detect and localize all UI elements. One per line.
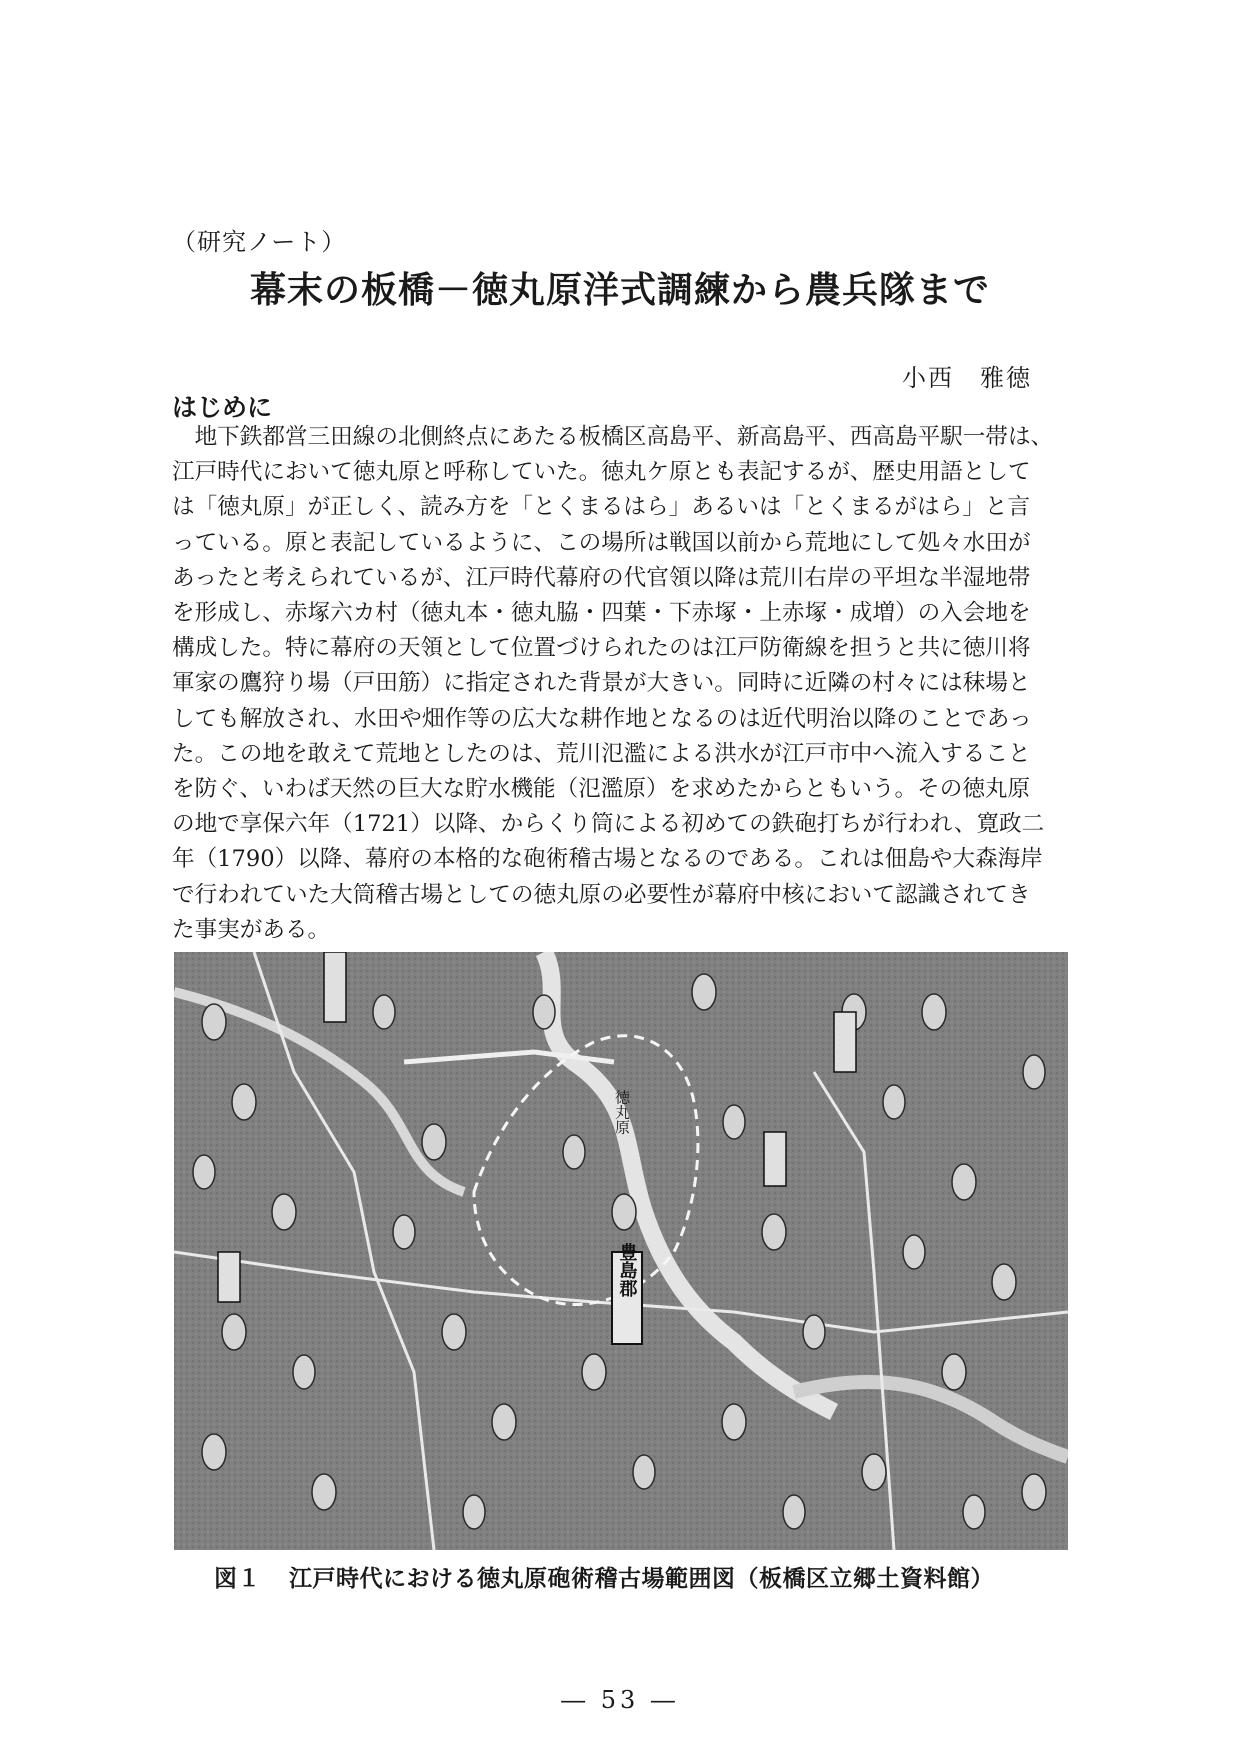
page-number: ― 53 ―	[561, 1686, 679, 1714]
page-title: 幕末の板橋－徳丸原洋式調練から農兵隊まで	[249, 269, 990, 311]
body-line: を形成し、赤塚六カ村（徳丸本・徳丸脇・四葉・下赤塚・上赤塚・成増）の入会地を	[172, 600, 1031, 627]
body-paragraph	[172, 420, 1062, 948]
body-line: っている。原と表記しているように、この場所は戦国以前から荒地にして処々水田が	[172, 529, 1031, 556]
map-label-box	[834, 1012, 856, 1072]
body-line: 軍家の鷹狩り場（戸田筋）に指定された背景が大きい。同時に近隣の村々には秣場と	[172, 670, 1031, 697]
body-line: た事実がある。	[172, 916, 331, 943]
body-line: た。この地を敢えて荒地としたのは、荒川氾濫による洪水が江戸市中へ流入すること	[172, 740, 1031, 767]
map-label-box	[764, 1132, 786, 1186]
note-label: （研究ノート）	[172, 228, 347, 256]
map-label-box	[324, 952, 346, 1022]
map-label-box	[218, 1252, 240, 1302]
figure-caption-text: 江戸時代における徳丸原砲術稽古場範囲図（板橋区立郷土資料館）	[289, 1565, 994, 1592]
body-line: を防ぐ、いわば天然の巨大な貯水機能（氾濫原）を求めたからともいう。その徳丸原	[172, 776, 1031, 803]
figure-number: 図１	[214, 1565, 261, 1592]
author-name: 小西 雅徳	[902, 364, 1032, 392]
map-image	[174, 952, 1068, 1550]
body-line: しても解放され、水田や畑作等の広大な耕作地となるのは近代明治以降のことであっ	[172, 705, 1032, 732]
body-line: は「徳丸原」が正しく、読み方を「とくまるはら」あるいは「とくまるがはら」と言	[172, 494, 1031, 521]
body-line: 江戸時代において徳丸原と呼称していた。徳丸ケ原とも表記するが、歴史用語として	[172, 459, 1031, 486]
tokumaru-label: 徳丸原	[613, 1089, 631, 1135]
section-heading: はじめに	[172, 393, 273, 422]
body-line: の地で享保六年（1721）以降、からくり筒による初めての鉄砲打ちが行われ、寛政二	[172, 811, 1045, 838]
body-line: で行われていた大筒稽古場としての徳丸原の必要性が幕府中核において認識されてき	[172, 881, 1031, 908]
body-line: 年（1790）以降、幕府の本格的な砲術稽古場となるのである。これは佃島や大森海岸	[172, 846, 1043, 873]
figure-caption	[214, 1560, 994, 1593]
body-line: あったと考えられているが、江戸時代幕府の代官領以降は荒川右岸の平坦な半湿地帯	[172, 564, 1031, 591]
body-line: 地下鉄都営三田線の北側終点にあたる板橋区高島平、新高島平、西高島平駅一帯は、	[172, 424, 1054, 450]
body-line: 構成した。特に幕府の天領として位置づけられたのは江戸防衛線を担うと共に徳川将	[172, 635, 1031, 662]
toshima-label: 豊島郡	[616, 1243, 638, 1297]
historical-map-figure	[174, 952, 1068, 1550]
